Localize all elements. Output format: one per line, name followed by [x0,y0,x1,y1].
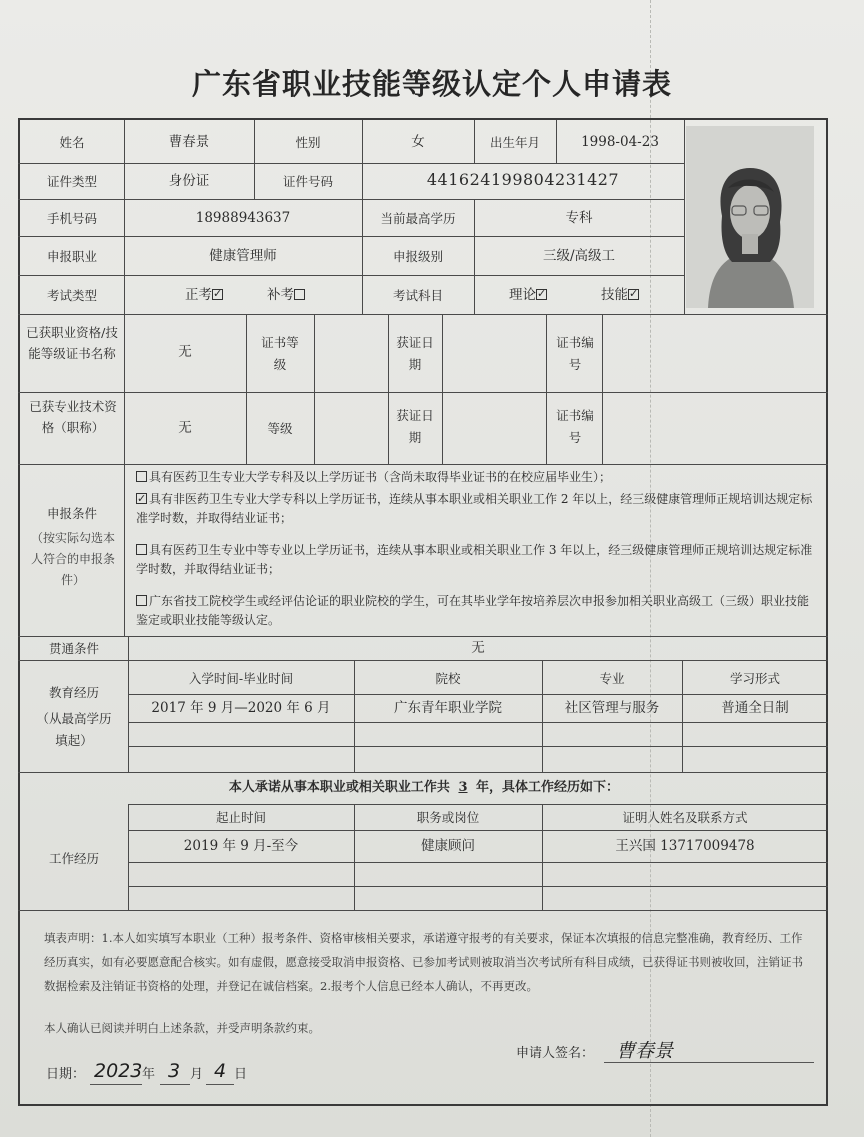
condition-checkbox[interactable] [136,471,147,482]
work-header-period: 起止时间 [215,810,266,825]
prev-cert-label: 已获职业资格/技能等级证书名称 [26,325,118,361]
work-row-reference: 王兴国 13717009478 [615,838,755,854]
signer-label: 申请人签名： [516,1046,595,1061]
date-year: 2023 [94,1060,143,1082]
work-promise-pre: 本人承诺从事本职业或相关职业工作共 [228,780,450,795]
work-header-position: 职务或岗位 [416,810,480,825]
exam-regular-checkbox[interactable] [212,289,223,300]
title-cert-number-label: 证书编号 [556,408,594,445]
date-day: 4 [214,1060,227,1082]
exam-makeup-checkbox[interactable] [294,289,305,300]
condition-item[interactable] [136,490,816,528]
condition-item[interactable] [136,468,816,487]
education-label: 当前最高学历 [380,211,456,226]
exam-type-label: 考试类型 [46,288,97,303]
edu-header-mode: 学习形式 [729,671,780,686]
conditions-note: （按实际勾选本人符合的申报条件） [30,531,115,587]
work-promise-post: 年，具体工作经历如下： [476,780,620,795]
condition-text: 具有非医药卫生专业大学专科以上学历证书，连续从事本职业或相关职业工作 2 年以上，经三级健康管理师正规培训达规定标准学时数，并取得结业证书； [136,492,813,525]
day-unit: 日 [234,1067,248,1082]
subject-theory-text: 理论 [509,287,536,303]
condition-text: 具有医药卫生专业中等专业以上学历证书，连续从事本职业或相关职业工作 3 年以上，经三级健康管理师正规培训达规定标准学时数，并取得结业证书； [136,543,813,576]
edu-row-major: 社区管理与服务 [564,700,660,716]
exam-makeup-text: 补考 [267,287,294,303]
work-row-period: 2019 年 9 月-至今 [183,838,299,854]
edu-history-note: （从最高学历填起） [36,711,112,748]
month-unit: 月 [190,1067,204,1082]
condition-checkbox[interactable] [136,595,147,606]
work-years: 3 [458,780,468,795]
condition-checkbox[interactable] [136,493,147,504]
occupation-label: 申报职业 [46,249,97,264]
work-row-position: 健康顾问 [421,838,475,854]
edu-header-major: 专业 [599,671,625,686]
phone-label: 手机号码 [46,211,97,226]
declaration-confirm: 本人确认已阅读并明白上述条款，并受声明条款约束。 [44,1021,320,1035]
edu-header-school: 院校 [435,671,461,686]
subject-theory-checkbox[interactable] [536,289,547,300]
phone-value: 18988943637 [195,210,291,226]
edu-row-school: 广东青年职业学院 [394,700,502,716]
prof-title-label: 已获专业技术资格（职称） [29,399,117,435]
through-label: 贯通条件 [48,641,99,656]
name-label: 姓名 [59,135,85,150]
id-number-label: 证件号码 [282,174,333,189]
declaration-text: 填表声明：1.本人如实填写本职业（工种）报考条件、资格审核相关要求，承诺遵守报考的有关要求，保证本次填报的信息完整准确，教育经历、工作经历真实，如有必要愿意配合核实。如有虚假，愿意接受取消申报资格、已参加考试则被取消当次考试所有科目成绩，已获得证书则被收回，注销证书数据检索及注销证书资格的处理，并登记在诚信档案。2.报考个人信息已经本人确认，不再更改。 [44,931,803,993]
education-value: 专科 [565,210,593,226]
birth-label: 出生年月 [489,135,540,150]
form-title: 广东省职业技能等级认定个人申请表 [191,67,672,101]
gender-label: 性别 [295,135,321,150]
date-month: 3 [168,1060,181,1082]
condition-text: 广东省技工院校学生或经评估论证的职业院校的学生，可在其毕业学年按培养层次申报参加相关职业高级工（三级）职业技能鉴定或职业技能等级认定。 [136,594,810,627]
gender-value: 女 [411,134,425,150]
edu-history-label: 教育经历 [48,685,99,700]
id-number-value: 441624199804231427 [426,170,620,189]
applicant-signature: 曹春景 [616,1040,674,1062]
exam-makeup-option[interactable] [252,287,322,304]
name-value: 曹春景 [168,134,210,150]
date-label: 日期： [46,1067,86,1082]
exam-subject-label: 考试科目 [392,288,443,303]
exam-regular-text: 正考 [185,287,212,303]
subject-skill-option[interactable] [586,287,656,304]
work-history-label: 工作经历 [48,851,99,866]
work-header-reference: 证明人姓名及联系方式 [622,810,748,825]
prof-title-value: 无 [178,420,192,436]
exam-regular-option[interactable] [170,287,240,304]
condition-checkbox[interactable] [136,544,147,555]
issue-date-label: 获证日期 [396,335,434,372]
id-type-label: 证件类型 [46,174,97,189]
edu-row-mode: 普通全日制 [721,700,789,716]
applicant-photo [686,126,814,308]
level-label: 申报级别 [392,249,443,264]
level-value: 三级/高级工 [542,248,616,264]
subject-theory-option[interactable] [494,287,564,304]
title-level-label: 等级 [267,421,293,436]
id-type-value: 身份证 [168,173,210,189]
cert-level-label: 证书等级 [261,335,299,372]
prev-cert-value: 无 [178,344,192,360]
title-issue-date-label: 获证日期 [396,408,434,445]
edu-row-period: 2017 年 9 月—2020 年 6 月 [151,700,331,716]
cert-number-label: 证书编号 [556,335,594,372]
condition-text: 具有医药卫生专业大学专科及以上学历证书（含尚未取得毕业证书的在校应届毕业生）； [149,470,612,484]
conditions-label: 申报条件 [46,506,97,521]
through-value: 无 [471,640,485,656]
edu-header-period: 入学时间-毕业时间 [188,671,294,686]
subject-skill-text: 技能 [601,287,628,303]
year-unit: 年 [142,1067,156,1082]
occupation-value: 健康管理师 [209,248,277,264]
condition-item[interactable] [136,541,816,579]
condition-item[interactable] [136,592,816,630]
work-promise [20,779,828,796]
subject-skill-checkbox[interactable] [628,289,639,300]
birth-value: 1998-04-23 [581,134,659,150]
